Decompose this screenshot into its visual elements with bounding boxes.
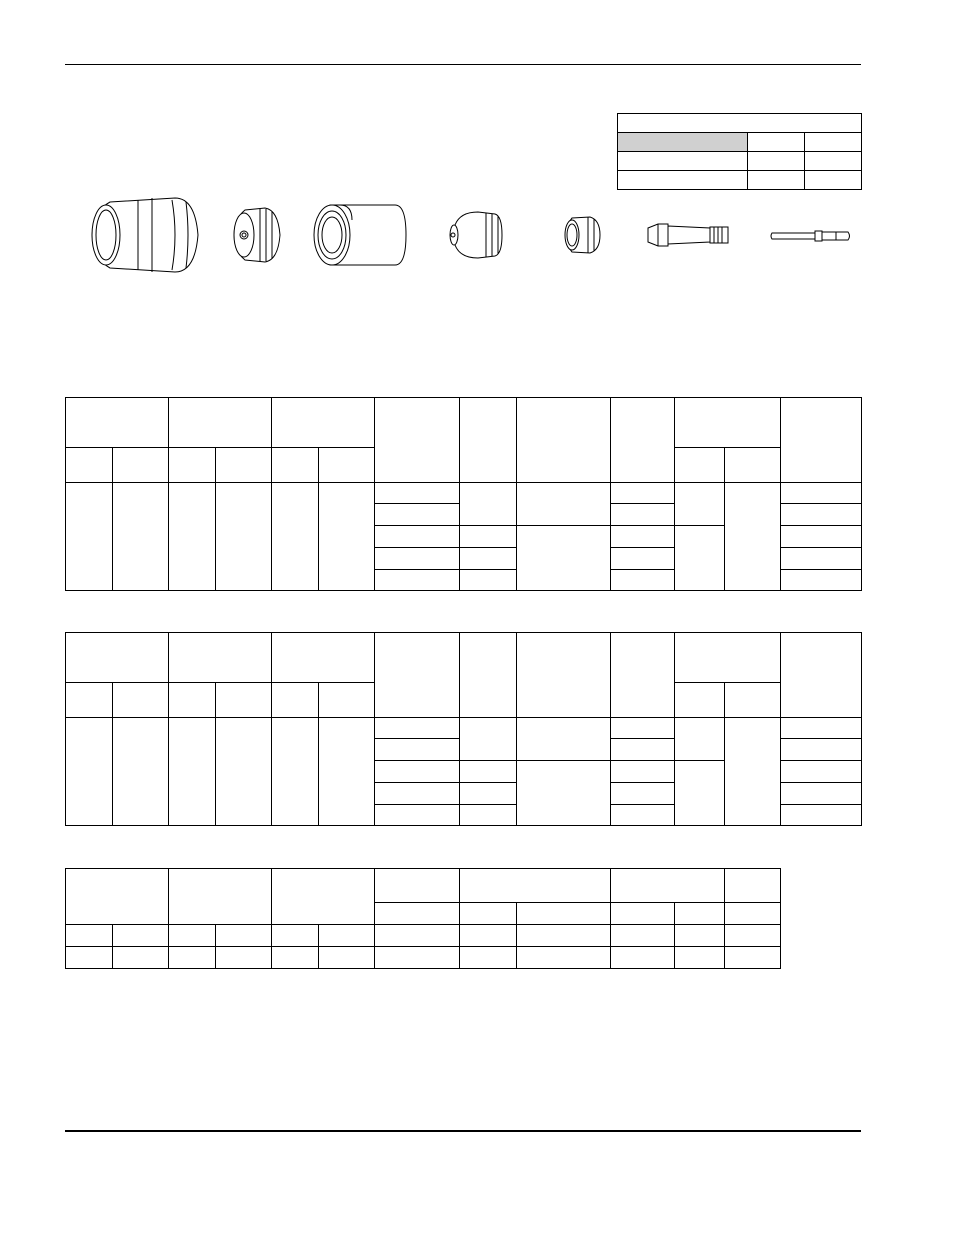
table-subheader-cell (725, 448, 781, 483)
table-cell (675, 947, 725, 969)
table-cell (375, 805, 460, 826)
table-cell (611, 483, 675, 504)
table-header-cell (272, 633, 375, 683)
table-cell (725, 483, 781, 591)
table-cell (319, 947, 375, 969)
table-cell (675, 925, 725, 947)
table-header-cell (169, 398, 272, 448)
table-cell (725, 718, 781, 826)
table-cell (781, 761, 862, 783)
table-cell (611, 739, 675, 761)
table-subheader-cell (216, 448, 272, 483)
table-cell (611, 761, 675, 783)
table-cell (113, 718, 169, 826)
consumable-parts-illustration (0, 190, 954, 280)
table-subheader-cell (66, 448, 113, 483)
table-subheader-cell (169, 448, 216, 483)
table-cell (675, 718, 725, 761)
nozzle-icon (450, 212, 502, 258)
table-cell (272, 925, 319, 947)
table-cell (272, 718, 319, 826)
table-header-cell (66, 633, 169, 683)
bottom-rule (65, 1130, 861, 1132)
table-header-cell (66, 398, 169, 448)
table-cell (66, 925, 113, 947)
retaining-cap-icon (314, 205, 406, 265)
table-header-cell (272, 869, 375, 925)
reference-table-cell (618, 152, 748, 171)
process-table-3 (65, 868, 781, 969)
table-header-cell (375, 869, 460, 903)
table-cell (460, 761, 517, 783)
table-cell (611, 783, 675, 805)
reference-table-header-cell (805, 133, 862, 152)
table-subheader-cell (675, 448, 725, 483)
table-cell (725, 947, 781, 969)
table-cell (460, 570, 517, 591)
table-subheader-cell (375, 903, 460, 925)
table-cell (216, 483, 272, 591)
table-cell (169, 483, 216, 591)
table-cell (460, 548, 517, 570)
table-cell (319, 925, 375, 947)
table-subheader-cell (319, 448, 375, 483)
table-cell (611, 805, 675, 826)
table-cell (375, 761, 460, 783)
table-cell (113, 947, 169, 969)
table-cell (460, 526, 517, 548)
reference-table-header-cell (748, 133, 805, 152)
table-cell (517, 947, 611, 969)
table-cell (216, 947, 272, 969)
table-cell (460, 805, 517, 826)
table-cell (460, 925, 517, 947)
table-cell (216, 925, 272, 947)
table-cell (675, 526, 725, 591)
table-cell (517, 761, 611, 826)
table-cell (216, 718, 272, 826)
table-header-cell (375, 633, 460, 718)
table-cell (675, 483, 725, 526)
table-cell (375, 483, 460, 504)
table-header-cell (675, 398, 781, 448)
table-header-cell (725, 869, 781, 903)
table-subheader-cell (66, 683, 113, 718)
reference-table-cell (805, 171, 862, 190)
table-header-cell (460, 398, 517, 483)
table-header-cell (460, 869, 611, 903)
table-header-cell (460, 633, 517, 718)
table-header-cell (272, 398, 375, 448)
table-header-cell (781, 633, 862, 718)
table-cell (517, 925, 611, 947)
swirl-ring-icon (565, 217, 600, 253)
table-cell (66, 947, 113, 969)
reference-table-title (618, 114, 862, 133)
table-cell (611, 925, 675, 947)
table-cell (781, 718, 862, 739)
table-cell (781, 739, 862, 761)
table-cell (460, 947, 517, 969)
table-cell (517, 526, 611, 591)
table-cell (375, 526, 460, 548)
table-header-cell (781, 398, 862, 483)
table-cell (611, 947, 675, 969)
table-header-cell (611, 398, 675, 483)
table-cell (375, 783, 460, 805)
table-subheader-cell (169, 683, 216, 718)
reference-table-cell (748, 171, 805, 190)
table-cell (781, 504, 862, 526)
table-cell (781, 548, 862, 570)
table-cell (375, 504, 460, 526)
table-subheader-cell (725, 683, 781, 718)
table-subheader-cell (675, 683, 725, 718)
water-tube-icon (771, 231, 850, 241)
table-subheader-cell (611, 903, 675, 925)
table-cell (319, 718, 375, 826)
shield-icon (234, 208, 280, 262)
table-cell (375, 925, 460, 947)
table-cell (460, 783, 517, 805)
shield-cap-icon (92, 198, 198, 272)
table-subheader-cell (113, 448, 169, 483)
process-table-1 (65, 397, 862, 591)
table-subheader-cell (319, 683, 375, 718)
table-cell (611, 548, 675, 570)
table-subheader-cell (272, 448, 319, 483)
table-subheader-cell (272, 683, 319, 718)
table-cell (272, 483, 319, 591)
table-cell (517, 718, 611, 761)
table-cell (781, 483, 862, 504)
table-header-cell (675, 633, 781, 683)
process-table-2 (65, 632, 862, 826)
table-cell (781, 783, 862, 805)
reference-table (617, 113, 862, 190)
table-cell (375, 548, 460, 570)
table-header-cell (169, 869, 272, 925)
table-subheader-cell (675, 903, 725, 925)
table-cell (319, 483, 375, 591)
table-header-cell (66, 869, 169, 925)
table-header-cell (517, 398, 611, 483)
table-cell (66, 483, 113, 591)
table-cell (725, 925, 781, 947)
table-cell (460, 483, 517, 526)
table-header-cell (375, 398, 460, 483)
electrode-icon (648, 224, 728, 246)
table-cell (611, 526, 675, 548)
table-cell (113, 483, 169, 591)
table-cell (375, 947, 460, 969)
table-cell (375, 739, 460, 761)
table-header-cell (611, 633, 675, 718)
table-subheader-cell (725, 903, 781, 925)
table-header-cell (169, 633, 272, 683)
table-cell (675, 761, 725, 826)
reference-table-cell (618, 171, 748, 190)
table-subheader-cell (460, 903, 517, 925)
table-cell (66, 718, 113, 826)
table-cell (611, 570, 675, 591)
table-cell (375, 570, 460, 591)
top-rule (65, 64, 861, 65)
table-cell (375, 718, 460, 739)
table-cell (611, 504, 675, 526)
table-subheader-cell (216, 683, 272, 718)
table-cell (517, 483, 611, 526)
table-cell (113, 925, 169, 947)
table-subheader-cell (113, 683, 169, 718)
table-cell (460, 718, 517, 761)
reference-table-cell (805, 152, 862, 171)
table-cell (611, 718, 675, 739)
table-subheader-cell (517, 903, 611, 925)
table-cell (781, 526, 862, 548)
table-cell (169, 947, 216, 969)
reference-table-header-cell (618, 133, 748, 152)
table-header-cell (611, 869, 725, 903)
reference-table-cell (748, 152, 805, 171)
table-cell (781, 570, 862, 591)
table-cell (272, 947, 319, 969)
table-cell (781, 805, 862, 826)
table-cell (169, 925, 216, 947)
table-header-cell (517, 633, 611, 718)
table-cell (169, 718, 216, 826)
